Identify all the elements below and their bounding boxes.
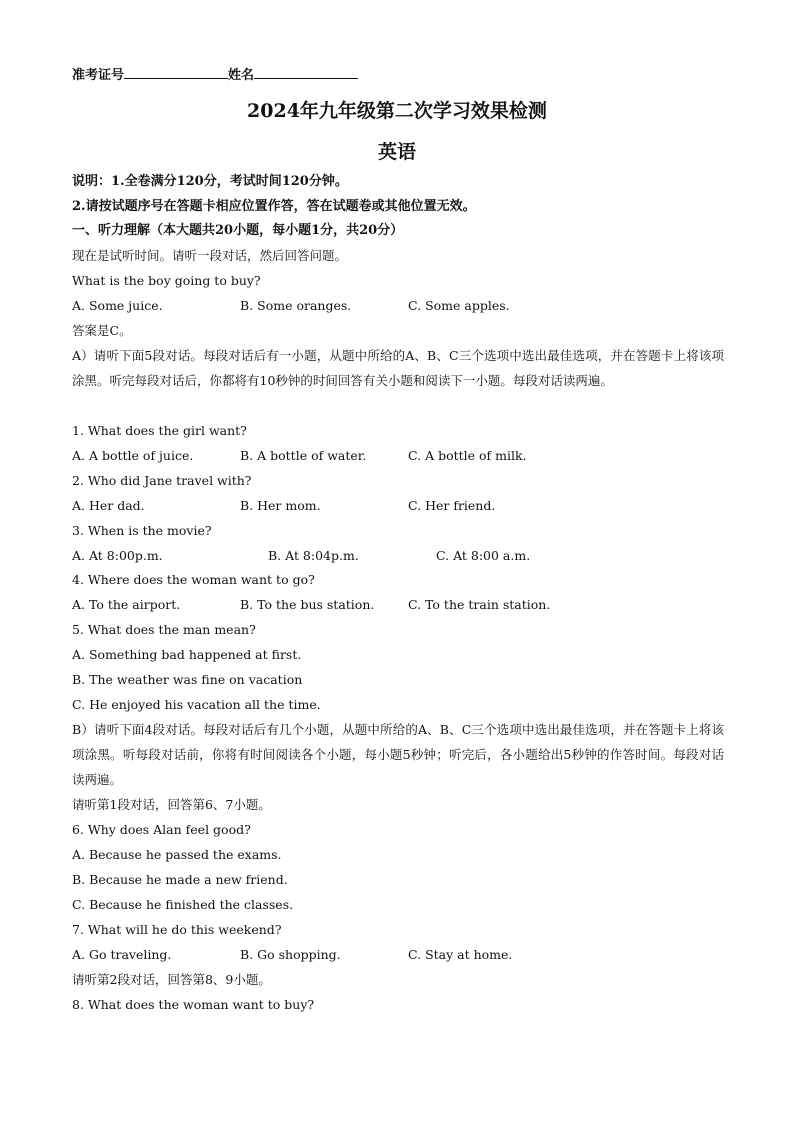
question-4: 4. Where does the woman want to go? [72,572,315,587]
question-1: 1. What does the girl want? [72,423,247,438]
q3-option-b: B. At 8:04p.m. [268,548,359,563]
q7-option-a: A. Go traveling. [72,947,172,962]
instruction-2: 2.请按试题序号在答题卡相应位置作答，答在试题卷或其他位置无效。 [72,199,476,214]
trial-question: What is the boy going to buy? [72,273,261,288]
question-7: 7. What will he do this weekend? [72,922,282,937]
trial-answer: 答案是C。 [72,323,132,338]
q5-option-c: C. He enjoyed his vacation all the time. [72,697,321,712]
name-blank [254,66,358,79]
q3-option-c: C. At 8:00 a.m. [436,548,531,563]
question-8: 8. What does the woman want to buy? [72,997,315,1012]
q2-option-a: A. Her dad. [72,498,145,513]
exam-id-label: 准考证号 [72,68,125,83]
q4-option-c: C. To the train station. [408,597,551,612]
q1-option-b: B. A bottle of water. [240,448,367,463]
exam-id-blank [124,66,228,79]
trial-option-c: C. Some apples. [408,298,510,313]
q2-option-b: B. Her mom. [240,498,321,513]
q1-option-a: A. A bottle of juice. [72,448,194,463]
q4-option-a: A. To the airport. [72,597,181,612]
exam-header-fields [72,66,358,84]
q5-option-a: A. Something bad happened at first. [72,647,302,662]
q3-option-a: A. At 8:00p.m. [72,548,163,563]
question-5: 5. What does the man mean? [72,622,256,637]
q6-option-b: B. Because he made a new friend. [72,872,288,887]
q2-option-c: C. Her friend. [408,498,496,513]
q4-option-b: B. To the bus station. [240,597,375,612]
instruction-1: 说明：1.全卷满分120分，考试时间120分钟。 [72,174,348,189]
dialog-1-intro: 请听第1段对话，回答第6、7小题。 [72,797,271,812]
exam-title: 2024年九年级第二次学习效果检测 [247,100,547,122]
trial-option-b: B. Some oranges. [240,298,352,313]
dialog-2-intro: 请听第2段对话，回答第8、9小题。 [72,972,271,987]
question-3: 3. When is the movie? [72,523,212,538]
question-2: 2. Who did Jane travel with? [72,473,252,488]
trial-option-a: A. Some juice. [72,298,163,313]
trial-intro: 现在是试听时间。请听一段对话，然后回答问题。 [72,248,348,263]
q7-option-b: B. Go shopping. [240,947,341,962]
q6-option-c: C. Because he finished the classes. [72,897,294,912]
part-a-instructions: A）请听下面5段对话。每段对话后有一小题，从题中所给的A、B、C三个选项中选出最佳选项，并在答题卡上将该项涂黑。听完每段对话后，你都将有10秒钟的时间回答有关小题和阅读下一小题。每段对话读两遍。 [72,348,724,388]
part-b-instructions: B）请听下面4段对话。每段对话后有几个小题，从题中所给的A、B、C三个选项中选出最佳选项，并在答题卡上将该项涂黑。听每段对话前，你将有时间阅读各个小题，每小题5秒钟；听完后，各小题给出5秒钟的作答时间。每段对话读两遍。 [72,722,724,787]
subject-title: 英语 [377,141,416,163]
q7-option-c: C. Stay at home. [408,947,513,962]
q1-option-c: C. A bottle of milk. [408,448,527,463]
name-label: 姓名 [228,68,255,83]
q6-option-a: A. Because he passed the exams. [72,847,282,862]
section-heading-listening: 一、听力理解（本大题共20小题，每小题1分，共20分） [72,223,404,238]
q5-option-b: B. The weather was fine on vacation [72,672,303,687]
question-6: 6. Why does Alan feel good? [72,822,251,837]
